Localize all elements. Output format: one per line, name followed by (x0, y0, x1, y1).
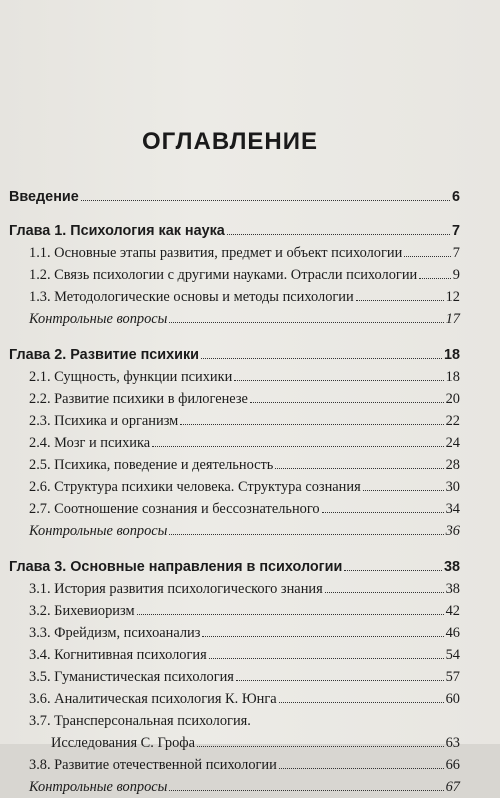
toc-chapter-row[interactable] (9, 344, 460, 366)
toc-section-label: 3.3. Фрейдизм, психоанализ (29, 625, 201, 641)
page-title: ОГЛАВЛЕНИЕ (141, 128, 319, 155)
toc-section-label: 3.1. История развития психологического знания (29, 581, 323, 597)
toc-questions-label: Контрольные вопросы (29, 523, 168, 539)
toc-section-label: 2.6. Структура психики человека. Структура сознания (29, 479, 361, 495)
toc-section-row[interactable] (9, 644, 460, 666)
leader-dots (202, 636, 443, 637)
toc-section-label: 2.3. Психика и организм (29, 413, 179, 429)
toc-page-number: 57 (445, 669, 460, 685)
toc-page-number: 34 (445, 501, 460, 517)
toc-page-number: 30 (445, 479, 460, 495)
leader-dots (209, 658, 444, 659)
leader-dots (169, 790, 443, 791)
toc-section-label: 3.6. Аналитическая психология К. Юнга (29, 691, 277, 707)
toc-page-number: 63 (445, 735, 460, 751)
toc-questions-row[interactable] (9, 308, 460, 330)
leader-dots (279, 768, 444, 769)
toc-page-number: 28 (445, 457, 460, 473)
leader-dots (356, 300, 444, 301)
table-of-contents (9, 186, 460, 798)
toc-section-label: 3.7. Трансперсональная психология. (29, 713, 251, 729)
leader-dots (404, 256, 451, 257)
leader-dots (322, 512, 444, 513)
leader-dots (201, 358, 442, 359)
toc-page-number: 9 (452, 267, 460, 283)
toc-page-number: 22 (445, 413, 460, 429)
toc-chapter-label: Глава 2. Развитие психики (9, 347, 200, 363)
leader-dots (180, 424, 443, 425)
toc-section-row[interactable] (9, 410, 460, 432)
toc-page-number: 60 (445, 691, 460, 707)
toc-page-number: 17 (445, 311, 460, 327)
toc-section-label: 2.4. Мозг и психика (29, 435, 151, 451)
toc-page-number: 67 (445, 779, 460, 795)
toc-section-row[interactable] (9, 264, 460, 286)
toc-chapter-row[interactable] (9, 220, 460, 242)
toc-chapter-label: Глава 3. Основные направления в психологии (9, 559, 343, 575)
toc-section-row[interactable] (9, 476, 460, 498)
toc-section-row[interactable] (9, 578, 460, 600)
toc-section-label: 1.2. Связь психологии с другими науками. Отрасли психологии (29, 267, 418, 283)
toc-section-row[interactable] (9, 432, 460, 454)
toc-section-row[interactable] (9, 666, 460, 688)
leader-dots (169, 534, 443, 535)
toc-intro-row[interactable] (9, 186, 460, 208)
toc-section-label: 3.5. Гуманистическая психология (29, 669, 234, 685)
leader-dots (169, 322, 443, 323)
toc-chapter-label: Глава 1. Психология как наука (9, 223, 225, 239)
leader-dots (275, 468, 443, 469)
toc-section-row[interactable] (9, 498, 460, 520)
toc-questions-label: Контрольные вопросы (29, 311, 168, 327)
toc-page-number: 18 (443, 347, 460, 363)
leader-dots (344, 570, 442, 571)
leader-dots (234, 380, 443, 381)
toc-page-number: 7 (452, 245, 460, 261)
leader-dots (137, 614, 444, 615)
toc-section-label: 3.8. Развитие отечественной психологии (29, 757, 277, 773)
toc-section-label: 3.2. Бихевиоризм (29, 603, 135, 619)
leader-dots (419, 278, 451, 279)
toc-section-row[interactable] (9, 754, 460, 776)
toc-section-label-continued: Исследования С. Грофа (51, 735, 195, 751)
toc-section-row[interactable] (9, 688, 460, 710)
toc-section-row[interactable] (9, 600, 460, 622)
leader-dots (236, 680, 444, 681)
toc-section-label: 1.3. Методологические основы и методы психологии (29, 289, 354, 305)
toc-page-number: 7 (451, 223, 460, 239)
toc-section-row[interactable] (9, 388, 460, 410)
toc-page-number: 38 (445, 581, 460, 597)
leader-dots (81, 200, 450, 201)
leader-dots (279, 702, 444, 703)
leader-dots (197, 746, 444, 747)
leader-dots (250, 402, 444, 403)
toc-section-row[interactable] (9, 242, 460, 264)
toc-page-number: 42 (445, 603, 460, 619)
leader-dots (325, 592, 444, 593)
toc-page-number: 18 (445, 369, 460, 385)
toc-page-number: 36 (445, 523, 460, 539)
toc-page-number: 24 (445, 435, 460, 451)
leader-dots (227, 234, 450, 235)
toc-chapter-row[interactable] (9, 556, 460, 578)
toc-questions-label: Контрольные вопросы (29, 779, 168, 795)
toc-section-label: 2.2. Развитие психики в филогенезе (29, 391, 248, 407)
toc-section-label: 1.1. Основные этапы развития, предмет и объект психологии (29, 245, 403, 261)
leader-dots (363, 490, 444, 491)
toc-page-number: 54 (445, 647, 460, 663)
toc-section-row[interactable] (9, 366, 460, 388)
toc-page-number: 38 (443, 559, 460, 575)
toc-section-label: 3.4. Когнитивная психология (29, 647, 207, 663)
toc-questions-row[interactable] (9, 776, 460, 798)
toc-page-number: 46 (445, 625, 460, 641)
leader-dots (152, 446, 443, 447)
toc-section-row[interactable] (9, 622, 460, 644)
toc-page-number: 6 (451, 189, 460, 205)
toc-questions-row[interactable] (9, 520, 460, 542)
toc-section-row[interactable] (9, 454, 460, 476)
toc-section-label: 2.1. Сущность, функции психики (29, 369, 233, 385)
toc-page-number: 12 (445, 289, 460, 305)
toc-section-row[interactable] (9, 710, 460, 732)
toc-section-label: 2.5. Психика, поведение и деятельность (29, 457, 274, 473)
toc-section-label: 2.7. Соотношение сознания и бессознательного (29, 501, 320, 517)
toc-entry-label: Введение (9, 189, 79, 205)
toc-page-number: 20 (445, 391, 460, 407)
toc-section-row[interactable] (9, 286, 460, 308)
toc-page-number: 66 (445, 757, 460, 773)
toc-section-continuation-row[interactable] (9, 732, 460, 754)
